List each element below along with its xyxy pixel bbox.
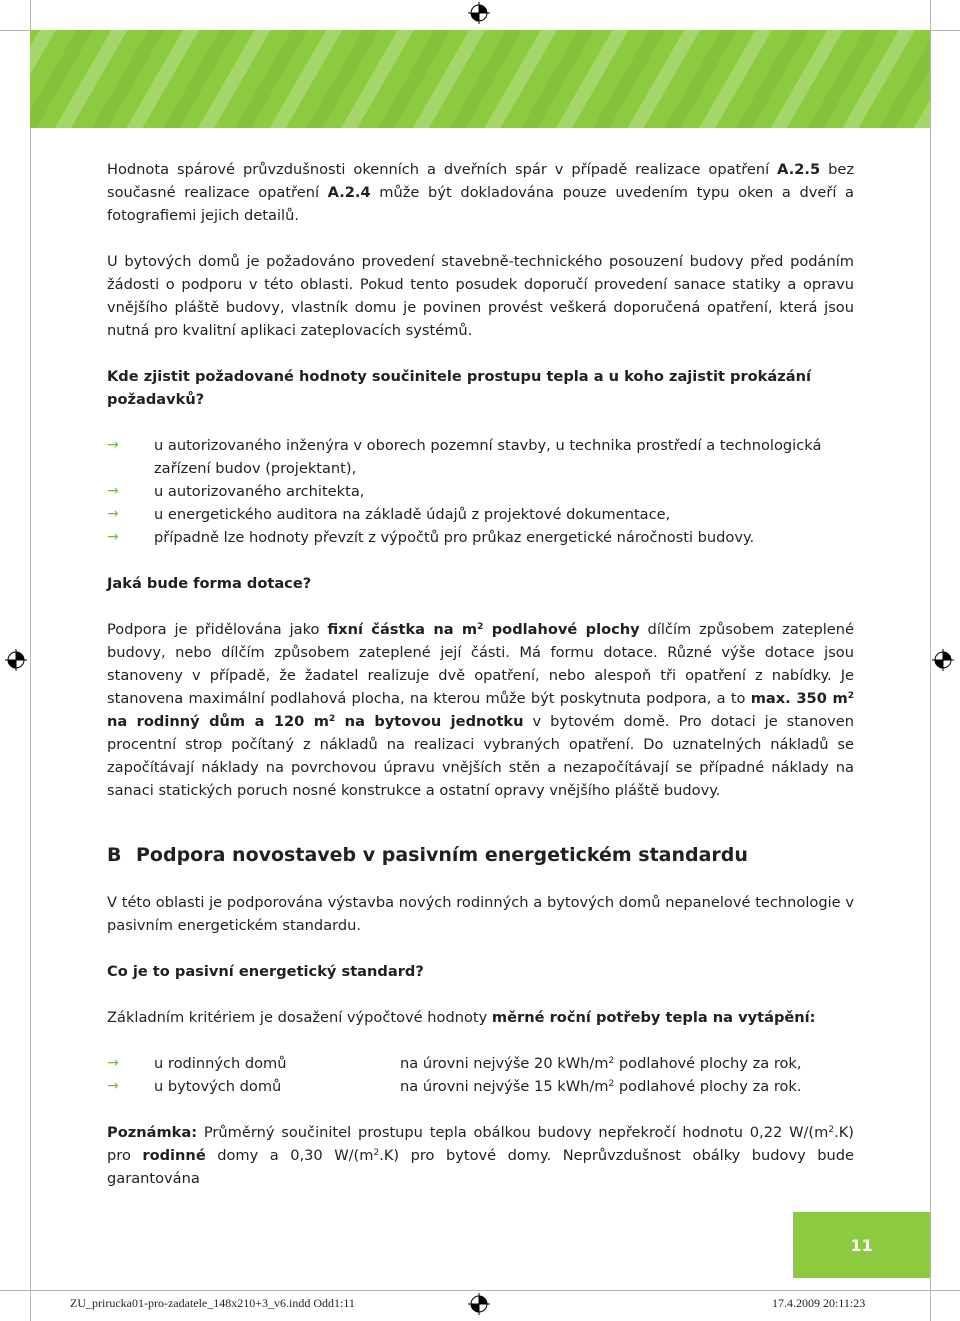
bold-text: na rodinný dům a 120 m [107,713,329,730]
section-title: Podpora novostaveb v pasivním energetickém standardu [136,844,748,866]
superscript: 2 [608,1079,615,1089]
text: bez současné realizace opatření [107,161,854,201]
heading-where-to-find: Kde zjistit požadované hodnoty součinitele prostupu tepla a u koho zajistit prokázání požadavků? [107,368,811,408]
superscript: 2 [608,1056,615,1066]
registration-mark-icon [468,1293,490,1315]
right-arrow-icon: → [107,483,119,499]
page-content [107,158,854,1190]
criteria-list [107,1052,854,1098]
text: domy a 0,30 W/(m [205,1147,374,1164]
right-arrow-icon: → [107,1078,119,1094]
heading-subsidy-form: Jaká bude forma dotace? [107,575,312,592]
section-letter: B [107,844,122,866]
criteria-value: podlahové plochy za rok. [614,1078,802,1095]
registration-mark-icon [468,2,490,24]
superscript: 2 [477,622,484,632]
paragraph-structural-assessment: U bytových domů je požadováno provedení stavebně-technického posouzení budovy před podáním žádosti o podporu v této oblasti. Pokud tento posudek doporučí provedení sanace statiky a opravu vnějšího pláště budovy, vlastník domu je povinen provést veškerá doporučená opatření, která jsou nutná pro kvalitní aplikaci zateplovacích systémů. [107,253,854,339]
slug-filename: ZU_prirucka01-pro-zadatele_148x210+3_v6.indd Odd1:11 [70,1296,355,1310]
bold-text: fixní částka na m [327,621,478,638]
paragraph-window-airtightness [107,158,854,227]
superscript: 2 [847,691,854,701]
page-number: 11 [793,1212,930,1278]
criteria-label: u rodinných domů [154,1055,287,1072]
criteria-value: na úrovni nejvýše 15 kWh/m [400,1078,609,1095]
text: .K) pro [107,1124,854,1164]
list-experts [107,434,854,549]
list-item [107,503,854,526]
criteria-row [107,1075,854,1098]
bold-text: A.2.4 [327,184,371,201]
heading-passive-standard: Co je to pasivní energetický standard? [107,963,424,980]
superscript: 2 [828,1125,835,1135]
bold-text: max. 350 m [750,690,848,707]
paragraph-subsidy [107,618,854,802]
superscript: 2 [373,1148,380,1158]
right-arrow-icon: → [107,529,119,545]
criteria-value: na úrovni nejvýše 20 kWh/m [400,1055,609,1072]
text: Základním kritériem je dosažení výpočtové hodnoty [107,1009,492,1026]
list-item-text: u autorizovaného architekta, [154,483,365,500]
section-heading-b [107,842,854,868]
paragraph-passive-support: V této oblasti je podporována výstavba nových rodinných a bytových domů nepanelové technologie v pasivním energetickém standardu. [107,894,854,934]
bold-text: podlahové plochy [483,621,640,638]
header-green-band [30,30,930,128]
registration-mark-icon [932,649,954,671]
paragraph-note [107,1121,854,1190]
slug-timestamp: 17.4.2009 20:11:23 [772,1296,866,1310]
bold-text: na bytovou jednotku [335,713,524,730]
text: v bytovém domě. Pro dotaci je stanoven procentní strop počítaný z nákladů na realizaci vybraných opatření. Do uznatelných nákladů se započítávají náklady na povrchovou úpravu vnějších stěn a nezapočítávají se případné náklady na sanaci statických poruch nosné konstrukce a ostatní opravy vnějšího pláště budovy. [107,713,854,799]
criteria-value: podlahové plochy za rok, [614,1055,802,1072]
text: dílčím způsobem zateplené budovy, nebo dílčím způsobem zateplené její části. Má formu dotace. Různé výše dotace jsou stanoveny v případě, že žadatel realizuje dvě opatření, nebo alespoň tři opatření z nabídky. Je stanovena maximální podlahová plocha, na kterou může být poskytnuta podpora, a to [107,621,854,707]
list-item-text: u autorizovaného inženýra v oborech pozemní stavby, u technika prostředí a technologická zařízení budov (projektant), [154,437,822,477]
text: .K) pro bytové domy. Neprůvzdušnost obálky budovy bude garantována [107,1147,854,1187]
note-label: Poznámka: [107,1124,198,1141]
bold-text: A.2.5 [777,161,821,178]
trim-line [30,0,31,1321]
superscript: 2 [328,714,336,724]
list-item [107,480,854,503]
list-item-text: případně lze hodnoty převzít z výpočtů pro průkaz energetické náročnosti budovy. [154,529,755,546]
criteria-row [107,1052,854,1075]
registration-mark-icon [5,649,27,671]
list-item [107,434,854,480]
right-arrow-icon: → [107,437,119,453]
text: Hodnota spárové průvzdušnosti okenních a dveřních spár v případě realizace opatření [107,161,778,178]
trim-line [930,0,931,1321]
right-arrow-icon: → [107,506,119,522]
bold-text: měrné roční potřeby tepla na vytápění: [491,1009,816,1026]
paragraph-criterion [107,1006,854,1029]
text: Podpora je přidělována jako [107,621,328,638]
right-arrow-icon: → [107,1055,119,1071]
list-item [107,526,854,549]
bold-text: rodinné [142,1147,206,1164]
trim-line [0,1290,960,1291]
text: může být dokladována pouze uvedením typu oken a dveří a fotografiemi jejich detailů. [107,184,854,224]
text: Průměrný součinitel prostupu tepla obálkou budovy nepřekročí hodnotu 0,22 W/(m [197,1124,829,1141]
list-item-text: u energetického auditora na základě údajů z projektové dokumentace, [154,506,671,523]
criteria-label: u bytových domů [154,1078,282,1095]
